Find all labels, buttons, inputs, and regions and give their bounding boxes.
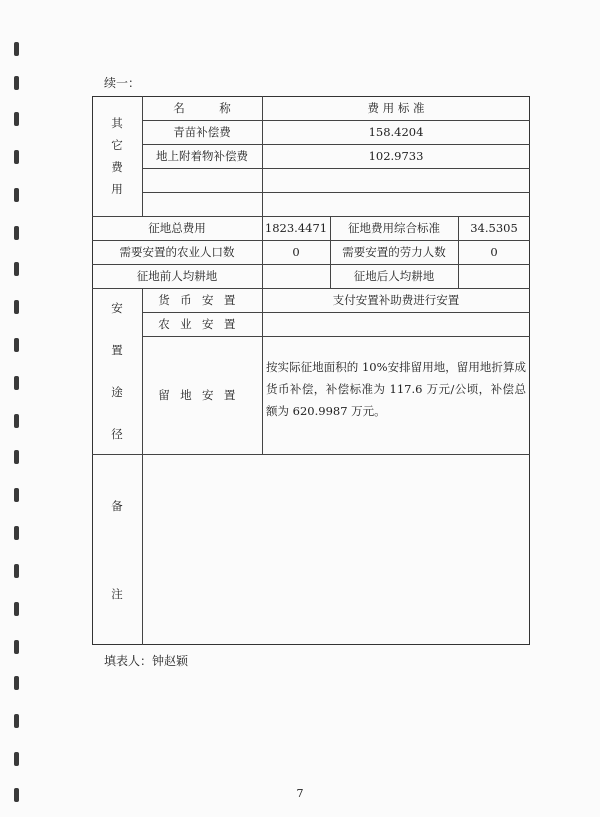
farmland-before-value (262, 264, 330, 288)
agri-population-value: 0 (292, 245, 300, 259)
col-header-name: 名 称 (173, 101, 231, 115)
other-fees-section-label: 其 它 费 用 (111, 116, 123, 196)
farmland-after-value (458, 264, 530, 288)
total-fee-label: 征地总费用 (148, 221, 206, 235)
fee-name-cell (142, 192, 262, 216)
fee-name-cell (142, 168, 262, 192)
col-header-standard: 费 用 标 准 (367, 101, 425, 115)
labor-count-label: 需要安置的劳力人数 (342, 245, 446, 259)
resettlement-section-label: 安 置 途 径 (111, 301, 123, 441)
agri-resettlement-label: 农业安置 (158, 317, 246, 331)
fee-value-cell (262, 168, 530, 192)
fee-name-cell: 地上附着物补偿费 (156, 149, 248, 163)
total-fee-value: 1823.4471 (264, 221, 328, 235)
reserved-land-label: 留地安置 (158, 388, 246, 402)
farmland-before-label: 征地前人均耕地 (136, 269, 218, 283)
form-filler: 填表人：钟赵颖 (104, 654, 189, 668)
fee-value-cell: 158.4204 (368, 125, 424, 139)
remarks-label: 备 注 (111, 498, 123, 601)
comprehensive-standard-label: 征地费用综合标准 (348, 221, 440, 235)
fee-value-cell (262, 192, 530, 216)
comprehensive-standard-value: 34.5305 (470, 221, 518, 235)
remarks-content (142, 454, 530, 645)
fee-value-cell: 102.9733 (368, 149, 424, 163)
table-caption: 续一： (104, 76, 141, 90)
binding-marks (14, 40, 24, 810)
agri-population-label: 需要安置的农业人口数 (119, 245, 235, 259)
page-number: 7 (296, 787, 304, 800)
farmland-after-label: 征地后人均耕地 (353, 269, 435, 283)
money-resettlement-label: 货币安置 (158, 293, 246, 307)
labor-count-value: 0 (490, 245, 498, 259)
reserved-land-description: 按实际征地面积的 10%安排留用地，留用地折算成货币补偿，补偿标准为 117.6 万元/公顷，补偿总额为 620.9987 万元。 (266, 360, 526, 418)
agri-resettlement-value (262, 312, 530, 336)
fee-name-cell: 青苗补偿费 (173, 125, 231, 139)
money-resettlement-value: 支付安置补助费进行安置 (332, 293, 460, 307)
